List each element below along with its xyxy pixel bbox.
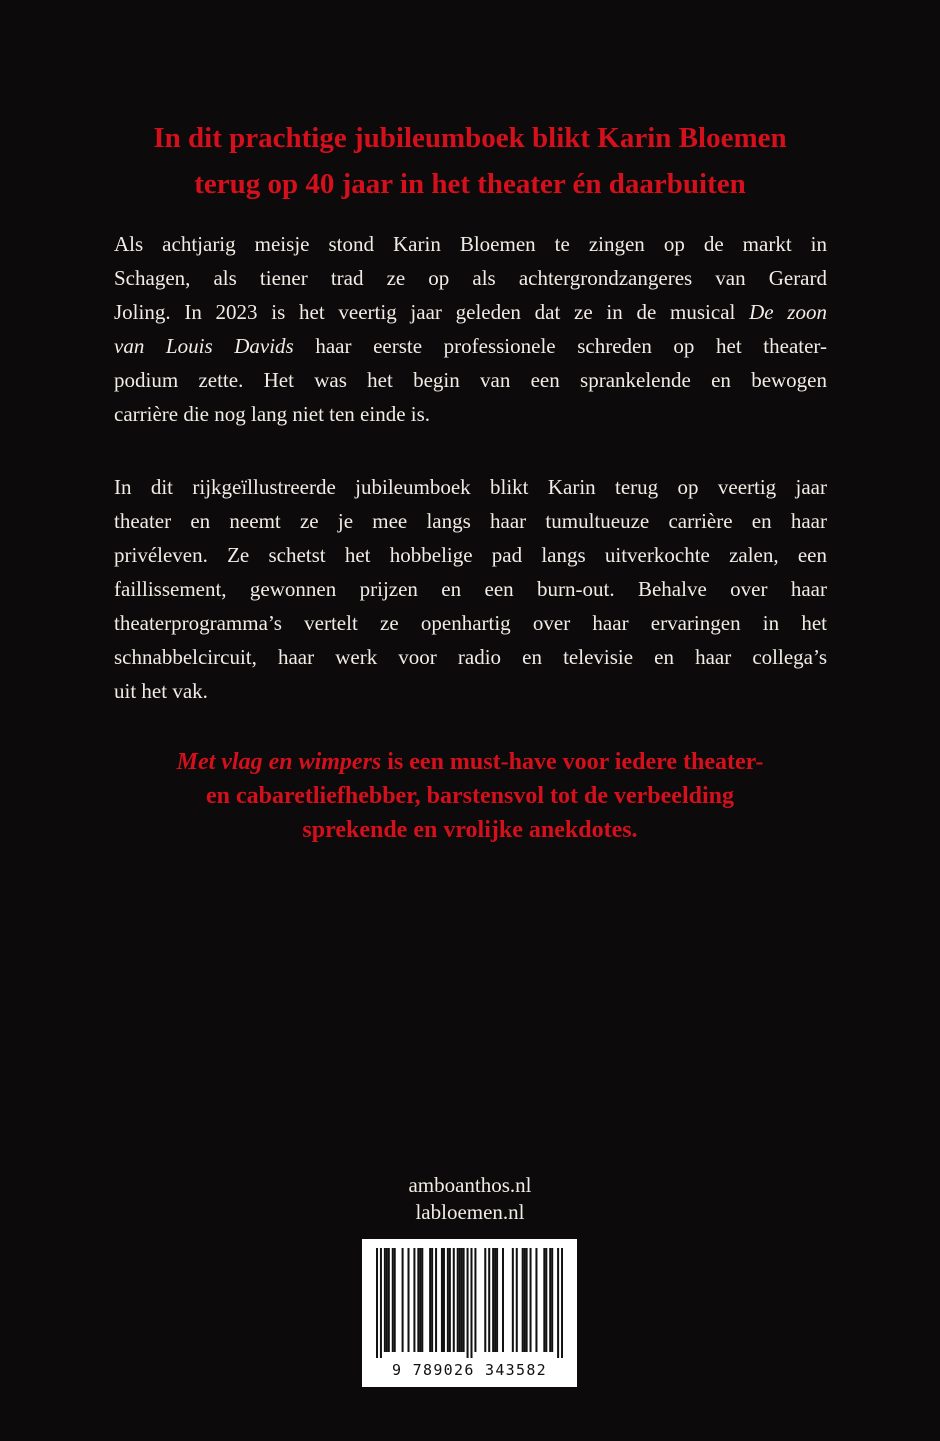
closing-blurb bbox=[100, 745, 840, 847]
barcode-bar bbox=[488, 1248, 490, 1352]
isbn-barcode bbox=[362, 1239, 577, 1387]
musical-title-part-2: van Louis Davids bbox=[114, 334, 294, 358]
headline-line-1: In dit prachtige jubileumboek blikt Karin Bloemen bbox=[153, 122, 787, 154]
musical-title-part-1: De zoon bbox=[749, 300, 827, 324]
headline bbox=[100, 115, 840, 207]
paragraph-text: Joling. In 2023 is het veertig jaar geleden dat ze in de musical bbox=[114, 300, 750, 324]
barcode-bar bbox=[470, 1248, 472, 1358]
paragraph-line: carrière die nog lang niet ten einde is. bbox=[114, 402, 431, 426]
barcode-bar bbox=[467, 1248, 469, 1358]
barcode-bar bbox=[494, 1248, 496, 1352]
barcode-bar bbox=[402, 1248, 404, 1352]
barcode-bar bbox=[484, 1248, 486, 1352]
barcode-bar bbox=[557, 1248, 559, 1358]
barcode-bar bbox=[457, 1248, 459, 1352]
barcode-bar bbox=[512, 1248, 514, 1352]
barcode-bar bbox=[492, 1248, 494, 1352]
barcode-bar bbox=[535, 1248, 537, 1352]
barcode-bar bbox=[447, 1248, 449, 1352]
intro-paragraph bbox=[114, 227, 827, 431]
barcode-bar bbox=[388, 1248, 390, 1352]
paragraph-line: Schagen, als tiener trad ze op als achtergrondzangeres van Gerard bbox=[114, 266, 827, 290]
barcode-bar bbox=[384, 1248, 386, 1352]
closing-line-1 bbox=[100, 745, 840, 779]
websites bbox=[370, 1172, 570, 1226]
barcode-bar bbox=[394, 1248, 396, 1352]
barcode-bar bbox=[421, 1248, 423, 1352]
barcode-bar bbox=[386, 1248, 388, 1352]
paragraph-line: uit het vak. bbox=[114, 679, 208, 703]
barcode-bar bbox=[419, 1248, 421, 1352]
barcode-bar bbox=[431, 1248, 433, 1352]
barcode-bar bbox=[502, 1248, 504, 1352]
paragraph-line: theaterprogramma’s vertelt ze openhartig over haar ervaringen in het bbox=[114, 611, 827, 635]
barcode-bar bbox=[429, 1248, 431, 1352]
paragraph-line: In dit rijkgeïllustreerde jubileumboek blikt Karin terug op veertig jaar bbox=[114, 475, 827, 499]
barcode-bar bbox=[461, 1248, 463, 1352]
barcode-bar bbox=[524, 1248, 526, 1352]
barcode-bar bbox=[376, 1248, 378, 1358]
barcode-bar bbox=[459, 1248, 461, 1352]
barcode-bar bbox=[516, 1248, 518, 1352]
paragraph-line: theater en neemt ze je mee langs haar tumultueuze carrière en haar bbox=[114, 509, 827, 533]
paragraph-line: schnabbelcircuit, haar werk voor radio en televisie en haar collega’s bbox=[114, 645, 827, 669]
description-paragraph bbox=[114, 470, 827, 708]
barcode-bar bbox=[549, 1248, 551, 1352]
book-title: Met vlag en wimpers bbox=[176, 749, 382, 775]
barcode-bar bbox=[496, 1248, 498, 1352]
barcode-bar bbox=[463, 1248, 465, 1352]
barcode-bar bbox=[449, 1248, 451, 1352]
barcode-bar bbox=[530, 1248, 532, 1352]
barcode-bar bbox=[543, 1248, 545, 1352]
barcode-bar bbox=[380, 1248, 382, 1358]
publisher-website[interactable]: amboanthos.nl bbox=[408, 1173, 532, 1197]
paragraph-line bbox=[114, 329, 827, 363]
paragraph-line: faillissement, gewonnen prijzen en een burn-out. Behalve over haar bbox=[114, 577, 827, 601]
barcode-bar bbox=[474, 1248, 476, 1352]
paragraph-line: Als achtjarig meisje stond Karin Bloemen te zingen op de markt in bbox=[114, 232, 827, 256]
barcode-bar bbox=[407, 1248, 409, 1352]
barcode-bar bbox=[526, 1248, 528, 1352]
barcode-bar bbox=[453, 1248, 455, 1352]
closing-text: is een must-have voor iedere theater- bbox=[381, 749, 764, 775]
barcode-bar bbox=[435, 1248, 437, 1352]
barcode-bar bbox=[443, 1248, 445, 1352]
barcode-bar bbox=[392, 1248, 394, 1352]
barcode-bar bbox=[417, 1248, 419, 1352]
closing-line-3: sprekende en vrolijke anekdotes. bbox=[302, 817, 638, 843]
closing-line-2: en cabaretliefhebber, barstensvol tot de verbeelding bbox=[206, 783, 734, 809]
paragraph-line: privéleven. Ze schetst het hobbelige pad langs uitverkochte zalen, een bbox=[114, 543, 827, 567]
barcode-bar bbox=[441, 1248, 443, 1352]
barcode-bar bbox=[561, 1248, 563, 1358]
headline-line-2: terug op 40 jaar in het theater én daarbuiten bbox=[194, 168, 746, 200]
author-website[interactable]: labloemen.nl bbox=[415, 1200, 525, 1224]
barcode-bar bbox=[413, 1248, 415, 1352]
paragraph-line: podium zette. Het was het begin van een sprankelende en bewogen bbox=[114, 368, 827, 392]
barcode-bar bbox=[522, 1248, 524, 1352]
paragraph-text: haar eerste professionele schreden op het theater- bbox=[293, 334, 828, 358]
barcode-bar bbox=[551, 1248, 553, 1352]
barcode-bars bbox=[376, 1248, 563, 1358]
barcode-bar bbox=[545, 1248, 547, 1352]
isbn-number: 9 789026 343582 bbox=[392, 1361, 547, 1379]
paragraph-line bbox=[114, 295, 827, 329]
